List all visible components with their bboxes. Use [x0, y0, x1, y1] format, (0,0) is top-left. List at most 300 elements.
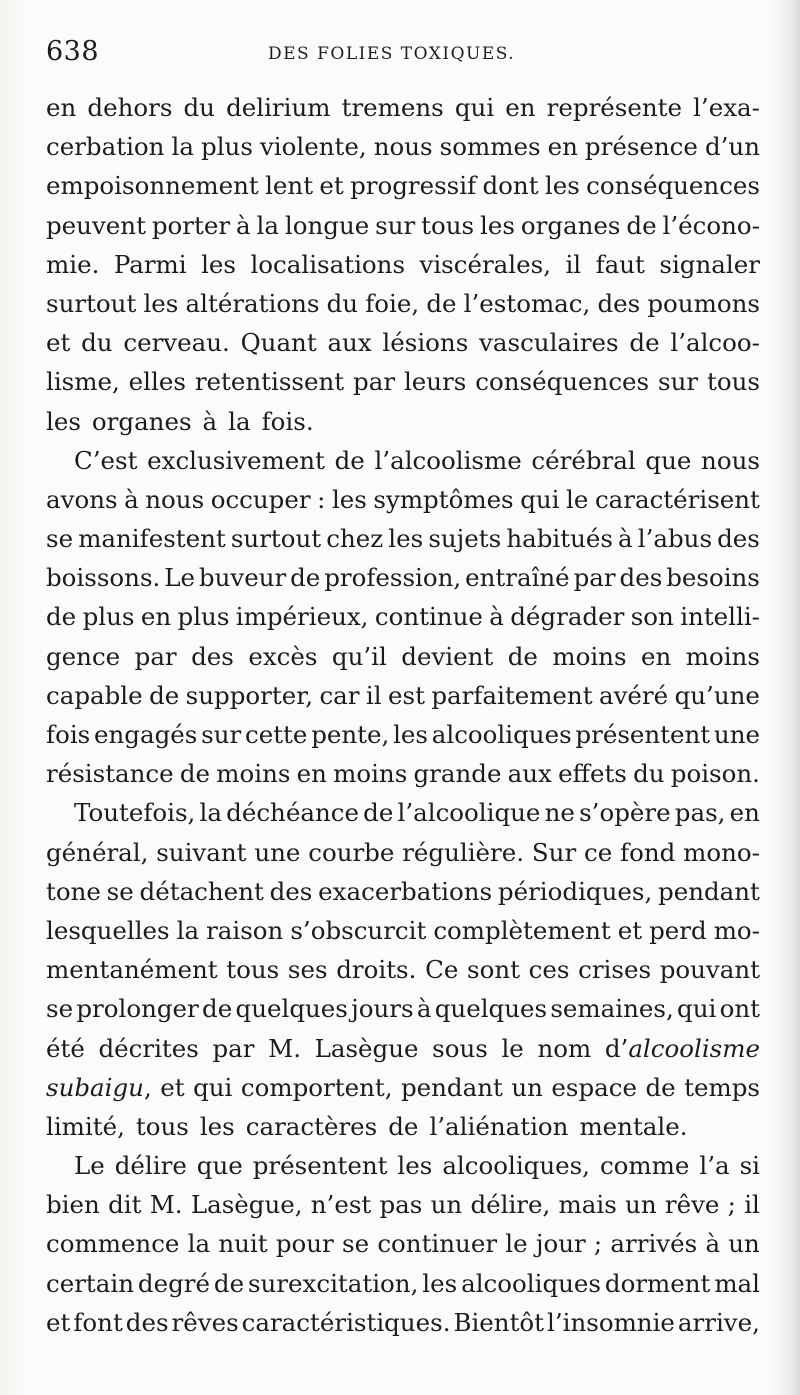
- word: et: [617, 915, 643, 945]
- word: empoisonnement: [46, 171, 259, 201]
- word: des: [717, 524, 760, 554]
- word: espace: [551, 1072, 637, 1102]
- word: en: [640, 641, 672, 671]
- word: de: [426, 288, 457, 318]
- word: et: [46, 1307, 71, 1337]
- word: par: [134, 641, 177, 671]
- word: dehors: [87, 93, 173, 122]
- running-head: DES FOLIES TOXIQUES.: [268, 44, 516, 64]
- word: dorment: [604, 1268, 711, 1298]
- word: s’opère: [579, 798, 671, 828]
- word: organes: [91, 406, 192, 436]
- text-line: [46, 597, 760, 636]
- word: à: [416, 994, 432, 1024]
- word: violente,: [259, 132, 367, 162]
- word: les: [46, 406, 81, 436]
- word: tous: [226, 955, 280, 985]
- word: à: [235, 210, 251, 240]
- word: de: [202, 994, 233, 1024]
- word: son: [630, 602, 674, 632]
- word: intelli-: [680, 602, 760, 632]
- word: sur: [375, 210, 416, 240]
- text-line: [46, 872, 760, 911]
- word: symptômes: [373, 484, 514, 514]
- word: tous: [421, 210, 475, 240]
- text-line: [46, 127, 760, 166]
- word: Bientôt: [453, 1307, 545, 1337]
- word: Sur: [531, 837, 577, 867]
- word: dit: [108, 1190, 142, 1220]
- word: lisme,: [46, 367, 120, 397]
- text-line: [46, 480, 760, 519]
- word: les: [397, 1151, 433, 1181]
- word: l’alcoolisme: [374, 445, 522, 475]
- word: suivant: [156, 837, 247, 867]
- word: les: [199, 1111, 235, 1141]
- word: font: [73, 1307, 123, 1337]
- word: la: [228, 406, 251, 436]
- word: par: [212, 1033, 255, 1063]
- word: ont: [719, 994, 760, 1024]
- word: les: [388, 524, 424, 554]
- word: C’est: [74, 445, 138, 475]
- word: entraîné: [465, 563, 570, 593]
- word: à: [489, 602, 504, 632]
- word: chez: [326, 524, 384, 554]
- text-line: [46, 284, 760, 323]
- word: le: [566, 484, 589, 514]
- word: boissons.: [46, 563, 161, 593]
- word: que: [645, 445, 692, 475]
- word: les: [480, 210, 515, 240]
- word: qui: [454, 93, 495, 122]
- word: sommes: [439, 132, 541, 162]
- word: délire,: [470, 1190, 551, 1220]
- word: mie.: [46, 249, 100, 279]
- word: la: [171, 132, 194, 162]
- word: mo-: [713, 915, 760, 945]
- text-line: [46, 1029, 760, 1068]
- word: caractérisent: [594, 484, 760, 514]
- word: dont: [482, 171, 539, 201]
- word: peuvent: [46, 210, 146, 240]
- word: comportent,: [240, 1072, 393, 1102]
- word: buveur: [198, 563, 287, 593]
- word: l’abus: [637, 524, 713, 554]
- word: ses: [287, 955, 328, 985]
- word: quelques: [235, 994, 348, 1024]
- word: présentent: [575, 720, 711, 749]
- word: mentale.: [579, 1111, 688, 1141]
- word: excès: [248, 641, 318, 671]
- word: une: [254, 837, 301, 867]
- word: à: [618, 524, 633, 554]
- word: résistance: [46, 759, 174, 789]
- word: occuper: [210, 484, 311, 514]
- word: de: [363, 798, 394, 828]
- word: régulière.: [402, 837, 525, 867]
- word: :: [317, 484, 326, 514]
- word: de: [626, 210, 657, 240]
- word: lésions: [382, 328, 469, 358]
- word: conséquences: [586, 171, 760, 201]
- word: présentent: [252, 1151, 388, 1181]
- word: plus: [82, 602, 135, 632]
- word: prolonger: [76, 994, 199, 1024]
- word: déchéance: [226, 798, 359, 828]
- text-line: [46, 245, 760, 284]
- word: grande: [413, 759, 502, 789]
- text-line: [46, 637, 760, 676]
- word: tous: [135, 1111, 189, 1141]
- word: l’a: [699, 1151, 730, 1181]
- text-line: [46, 911, 760, 950]
- word: Ce: [425, 955, 459, 985]
- word: commence: [46, 1229, 180, 1259]
- word: de: [334, 445, 365, 475]
- text-line: [46, 166, 760, 205]
- word: poumons: [647, 288, 760, 318]
- word: il: [365, 680, 382, 710]
- text-line: [46, 558, 760, 597]
- word: Le: [74, 1151, 105, 1181]
- word: vasculaires: [479, 328, 619, 358]
- word: présence: [584, 132, 698, 162]
- word: en: [547, 132, 578, 162]
- word: du: [326, 288, 359, 318]
- word: qu’une: [674, 680, 760, 710]
- word: Lasègue,: [190, 1190, 303, 1220]
- word: dégrader: [510, 602, 625, 632]
- word: faut: [595, 249, 645, 279]
- word: viscérales,: [419, 249, 551, 279]
- text-line: [46, 1146, 760, 1185]
- word: du: [81, 328, 113, 358]
- word: aux: [327, 328, 372, 358]
- word: des: [619, 563, 663, 593]
- text-line: [46, 323, 760, 362]
- word: profession,: [324, 563, 462, 593]
- word: continuer: [377, 1229, 498, 1259]
- word: l’insomnie: [547, 1307, 675, 1337]
- word: Quant: [240, 328, 317, 358]
- word: moins: [552, 641, 627, 671]
- word: pas: [379, 1190, 423, 1220]
- text-line: [46, 88, 760, 127]
- word: est: [388, 680, 425, 710]
- text-line: [46, 950, 760, 989]
- word: pour: [275, 1229, 334, 1259]
- word: et: [319, 171, 344, 201]
- word: des: [125, 1307, 169, 1337]
- word: de: [149, 680, 180, 710]
- word: d’un: [704, 132, 760, 162]
- word: les: [544, 171, 580, 201]
- word: des: [191, 641, 234, 671]
- word: les: [422, 1268, 458, 1298]
- word: signaler: [659, 249, 760, 279]
- text-line: [46, 989, 760, 1028]
- word: l’aliénation: [429, 1111, 569, 1141]
- text-line: [46, 441, 760, 480]
- word: habitués: [506, 524, 613, 554]
- word: organes: [520, 210, 621, 240]
- word: et: [46, 328, 71, 358]
- word: foie,: [365, 288, 420, 318]
- word: été: [46, 1033, 85, 1063]
- word: se: [106, 876, 134, 906]
- word: si: [739, 1151, 760, 1181]
- text-line: [46, 676, 760, 715]
- word: nuit: [218, 1229, 268, 1259]
- word: de: [645, 1072, 676, 1102]
- word: besoins: [666, 563, 760, 593]
- text-line: [46, 1264, 760, 1303]
- word: rêve: [664, 1190, 720, 1220]
- word: crises: [578, 955, 652, 985]
- word: certain: [46, 1268, 134, 1298]
- word: moins: [216, 759, 291, 789]
- text-line: [46, 1224, 760, 1263]
- word: delirium: [226, 93, 331, 122]
- word: Parmi: [113, 249, 187, 279]
- text-line: [46, 715, 760, 754]
- word: limité,: [46, 1111, 125, 1141]
- word: décrites: [98, 1033, 199, 1063]
- word: localisations: [250, 249, 406, 279]
- word: nom: [537, 1033, 592, 1063]
- word: de: [179, 759, 211, 789]
- word: se: [46, 994, 74, 1024]
- word: leurs: [403, 367, 467, 397]
- word: raison: [206, 915, 284, 945]
- word: ;: [593, 1229, 603, 1259]
- word: arrivés: [610, 1229, 698, 1259]
- word: M.: [268, 1033, 301, 1063]
- text-line: [46, 362, 760, 401]
- word: manifestent: [78, 524, 226, 554]
- word: conséquences: [475, 367, 650, 397]
- word: se: [342, 1229, 370, 1259]
- word: ne: [544, 798, 575, 828]
- text-line: [46, 1185, 760, 1224]
- word: la: [187, 1229, 211, 1259]
- word: capable: [46, 680, 143, 710]
- word: alcooliques,: [442, 1151, 590, 1181]
- word: lesquelles: [46, 915, 170, 945]
- word: longue: [284, 210, 370, 240]
- word: Lasègue: [314, 1033, 419, 1063]
- word: se: [46, 524, 74, 554]
- word: du: [183, 93, 215, 122]
- word: mono-: [683, 837, 760, 867]
- word: engagés: [94, 720, 198, 749]
- word: supporter,: [185, 680, 314, 710]
- word: en: [140, 602, 172, 632]
- word: l’exa-: [693, 93, 760, 122]
- word: qui: [677, 994, 717, 1024]
- word: en: [505, 93, 536, 122]
- word: ;: [727, 1190, 736, 1220]
- word: tous: [707, 367, 760, 397]
- word: la: [176, 915, 200, 945]
- word: le: [501, 1033, 524, 1063]
- word: mais: [558, 1190, 617, 1220]
- word: des: [269, 876, 313, 906]
- word: nous: [701, 445, 760, 475]
- word: surexcitation,: [247, 1268, 419, 1298]
- word: altérations: [185, 288, 320, 318]
- word: caractéristiques.: [241, 1307, 451, 1337]
- word: pendant: [658, 876, 760, 906]
- word: alcooliques: [431, 720, 572, 749]
- text-line: [46, 754, 760, 793]
- word: la: [256, 210, 279, 240]
- text-line: [46, 1068, 760, 1107]
- word: un: [728, 1229, 760, 1259]
- word: ce: [583, 837, 613, 867]
- word: l’écono-: [662, 210, 760, 240]
- word: tone: [46, 876, 101, 906]
- word: alcooliques: [461, 1268, 601, 1298]
- word: pouvant: [659, 955, 760, 985]
- word: subaigu,: [46, 1072, 152, 1102]
- word: mentanément: [46, 955, 218, 985]
- word: fois: [46, 720, 91, 749]
- word: qu’il: [331, 641, 387, 671]
- word: caractères: [245, 1111, 378, 1141]
- word: par: [353, 367, 396, 397]
- word: de: [629, 328, 660, 358]
- word: sur: [201, 720, 242, 749]
- word: l’alcoolique: [397, 798, 541, 828]
- word: nous: [145, 484, 205, 514]
- word: M.: [149, 1190, 183, 1220]
- word: en: [729, 798, 760, 828]
- text-line: [46, 402, 760, 441]
- word: par: [573, 563, 616, 593]
- word: parfaitement: [431, 680, 593, 710]
- word: arrive,: [677, 1307, 760, 1337]
- word: sur: [658, 367, 699, 397]
- word: perd: [649, 915, 707, 945]
- word: à: [705, 1229, 721, 1259]
- word: pas,: [674, 798, 726, 828]
- word: un: [430, 1190, 463, 1220]
- word: exacerbations: [318, 876, 493, 906]
- text-line: [46, 1107, 760, 1146]
- word: général,: [46, 837, 149, 867]
- word: quelques: [434, 994, 548, 1024]
- word: surtout: [46, 288, 137, 318]
- word: semaines,: [550, 994, 674, 1024]
- word: les: [143, 288, 179, 318]
- word: à: [202, 406, 218, 436]
- word: cerveau.: [123, 328, 230, 358]
- word: porter: [151, 210, 231, 240]
- word: retentissent: [194, 367, 345, 397]
- word: avéré: [598, 680, 669, 710]
- body-text: [46, 88, 760, 1342]
- word: une: [713, 720, 760, 749]
- word: représente: [546, 93, 682, 122]
- word: un: [625, 1190, 657, 1220]
- word: jour: [535, 1229, 586, 1259]
- word: de: [290, 563, 321, 593]
- word: les: [331, 484, 367, 514]
- word: l’estomac,: [463, 288, 591, 318]
- word: nous: [373, 132, 433, 162]
- word: mal: [714, 1268, 760, 1298]
- word: de: [46, 602, 77, 632]
- word: aux: [507, 759, 552, 789]
- word: délire: [114, 1151, 187, 1181]
- word: courbe: [308, 837, 395, 867]
- word: des: [597, 288, 641, 318]
- word: d’alcoolisme: [604, 1033, 760, 1063]
- text-line: [46, 206, 760, 245]
- word: impérieux,: [235, 602, 369, 632]
- word: et: [160, 1072, 185, 1102]
- word: un: [511, 1072, 543, 1102]
- word: Toutefois,: [74, 798, 196, 828]
- word: qui: [520, 484, 560, 514]
- word: il: [565, 249, 582, 279]
- word: de: [213, 1268, 245, 1298]
- text-line: [46, 833, 760, 872]
- word: exclusivement: [147, 445, 325, 475]
- word: n’est: [310, 1190, 372, 1220]
- word: de: [388, 1111, 419, 1141]
- word: fois.: [261, 406, 314, 436]
- word: cérébral: [531, 445, 636, 475]
- word: poison.: [670, 759, 760, 789]
- word: pendant: [400, 1072, 503, 1102]
- word: cette: [244, 720, 308, 749]
- word: elles: [128, 367, 186, 397]
- word: la: [199, 798, 222, 828]
- word: en: [46, 93, 77, 122]
- word: que: [196, 1151, 243, 1181]
- text-line: [46, 793, 760, 832]
- page-header: [46, 36, 756, 76]
- word: sont: [467, 955, 520, 985]
- word: lent: [265, 171, 314, 201]
- word: Le: [164, 563, 195, 593]
- word: sous: [432, 1033, 488, 1063]
- word: surtout: [230, 524, 322, 554]
- text-line: [46, 1303, 760, 1342]
- word: il: [744, 1190, 760, 1220]
- word: droits.: [336, 955, 417, 985]
- word: temps: [684, 1072, 760, 1102]
- word: gence: [46, 641, 121, 671]
- word: tremens: [341, 93, 444, 122]
- word: bien: [46, 1190, 100, 1220]
- word: le: [505, 1229, 528, 1259]
- word: détachent: [139, 876, 264, 906]
- word: pente,: [311, 720, 390, 749]
- word: car: [319, 680, 360, 710]
- word: cerbation: [46, 132, 165, 162]
- page-number: 638: [46, 36, 100, 67]
- word: ces: [528, 955, 570, 985]
- text-line: [46, 519, 760, 558]
- word: continue: [374, 602, 483, 632]
- word: plus: [177, 602, 230, 632]
- word: rêves: [171, 1307, 239, 1337]
- word: les: [201, 249, 236, 279]
